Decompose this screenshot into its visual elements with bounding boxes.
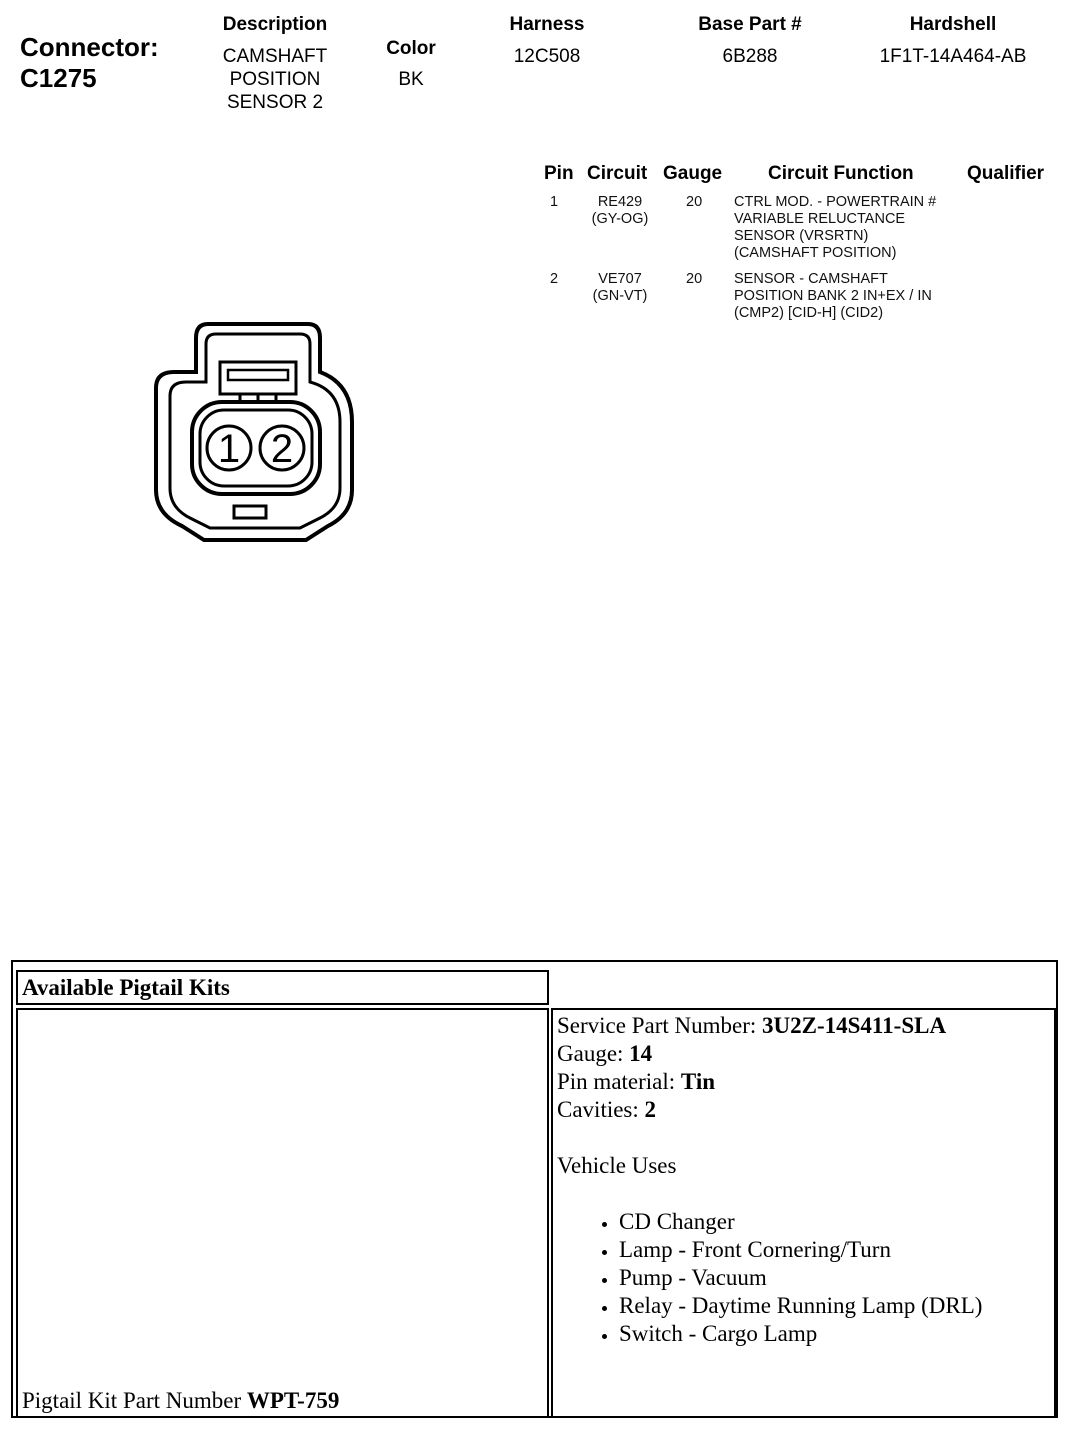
pigtail-details [557, 1012, 1052, 1348]
connector-face-diagram [140, 310, 370, 555]
pigtail-kit-line [22, 1388, 339, 1414]
description-line: CAMSHAFT [222, 46, 328, 67]
circuit-wire-color: (GY-OG) [591, 211, 649, 227]
service-part-line [557, 1012, 1052, 1040]
function-line: (CAMSHAFT POSITION) [734, 245, 897, 261]
pin-material-label: Pin material: [557, 1069, 681, 1094]
hardshell-heading: Hardshell [909, 14, 997, 35]
gauge-heading: Gauge [663, 163, 723, 184]
harness-value: 12C508 [513, 46, 581, 67]
function-cell [734, 271, 974, 322]
pigtail-kit-cell [16, 1008, 549, 1418]
key-notch [234, 506, 266, 518]
connector-id: C1275 [20, 63, 97, 93]
pin-material-value: Tin [680, 1069, 716, 1094]
list-item: • CD Changer [619, 1208, 1052, 1236]
description-heading: Description [222, 14, 328, 35]
kit-label: Pigtail Kit Part Number [22, 1388, 247, 1413]
pin-2-label: 2 [270, 427, 294, 471]
base-part-value: 6B288 [722, 46, 778, 67]
base-part-heading: Base Part # [698, 14, 802, 35]
pigtail-kits-table [11, 960, 1058, 1418]
color-heading: Color [386, 38, 436, 59]
function-line: SENSOR - CAMSHAFT [734, 271, 888, 287]
pin-cavity-frame [192, 402, 320, 494]
connector-latch [220, 362, 296, 394]
gauge-cell: 20 [686, 194, 703, 210]
pin-cell: 1 [550, 194, 559, 210]
function-line: SENSOR (VRSRTN) [734, 228, 869, 244]
vehicle-uses-label: Vehicle Uses [557, 1153, 677, 1178]
circuit-cell [580, 194, 660, 228]
function-line: POSITION BANK 2 IN+EX / IN [734, 288, 932, 304]
cavities-label: Cavities: [557, 1097, 645, 1122]
vehicle-uses-list [557, 1208, 1052, 1348]
service-part-label: Service Part Number: [557, 1013, 763, 1038]
service-part-value: 3U2Z-14S411-SLA [762, 1013, 947, 1038]
latch-slot [228, 370, 288, 380]
gauge-cell: 20 [686, 271, 703, 287]
description-value [190, 45, 360, 114]
function-line: (CMP2) [CID-H] (CID2) [734, 305, 884, 321]
pigtail-heading-cell [16, 970, 549, 1005]
gauge-label: Gauge: [557, 1041, 630, 1066]
circuit-heading: Circuit [587, 163, 648, 184]
cavities-line [557, 1096, 1052, 1124]
pin-1-label: 1 [217, 427, 241, 471]
function-line: VARIABLE RELUCTANCE [734, 211, 906, 227]
pin-cell: 2 [550, 271, 559, 287]
circuit-code: VE707 [598, 271, 642, 287]
circuit-code: RE429 [597, 194, 643, 210]
pigtail-heading: Available Pigtail Kits [22, 975, 230, 1000]
connector-label: Connector: [20, 32, 159, 62]
pigtail-details-cell [551, 1008, 1056, 1418]
cavities-value: 2 [644, 1097, 657, 1122]
kit-number: WPT-759 [246, 1388, 340, 1413]
connector-outer-shell [156, 324, 352, 540]
gauge-value: 14 [629, 1041, 653, 1066]
list-item: • Switch - Cargo Lamp [619, 1320, 1052, 1348]
pin-heading: Pin [544, 163, 574, 184]
gauge-line [557, 1040, 1052, 1068]
circuit-cell [580, 271, 660, 305]
hardshell-value: 1F1T-14A464-AB [879, 46, 1027, 67]
list-item: • Pump - Vacuum [619, 1264, 1052, 1292]
pin-material-line [557, 1068, 1052, 1096]
qualifier-heading: Qualifier [967, 163, 1045, 184]
circuit-wire-color: (GN-VT) [592, 288, 648, 304]
color-value: BK [398, 69, 424, 90]
description-line: POSITION [229, 69, 321, 90]
function-line: CTRL MOD. - POWERTRAIN # [734, 194, 937, 210]
harness-heading: Harness [509, 14, 585, 35]
function-cell [734, 194, 974, 262]
description-line: SENSOR 2 [226, 92, 324, 113]
list-item: • Lamp - Front Cornering/Turn [619, 1236, 1052, 1264]
list-item: • Relay - Daytime Running Lamp (DRL) [619, 1292, 1052, 1320]
function-heading: Circuit Function [768, 163, 914, 184]
pin-cavity-inner [200, 410, 312, 486]
